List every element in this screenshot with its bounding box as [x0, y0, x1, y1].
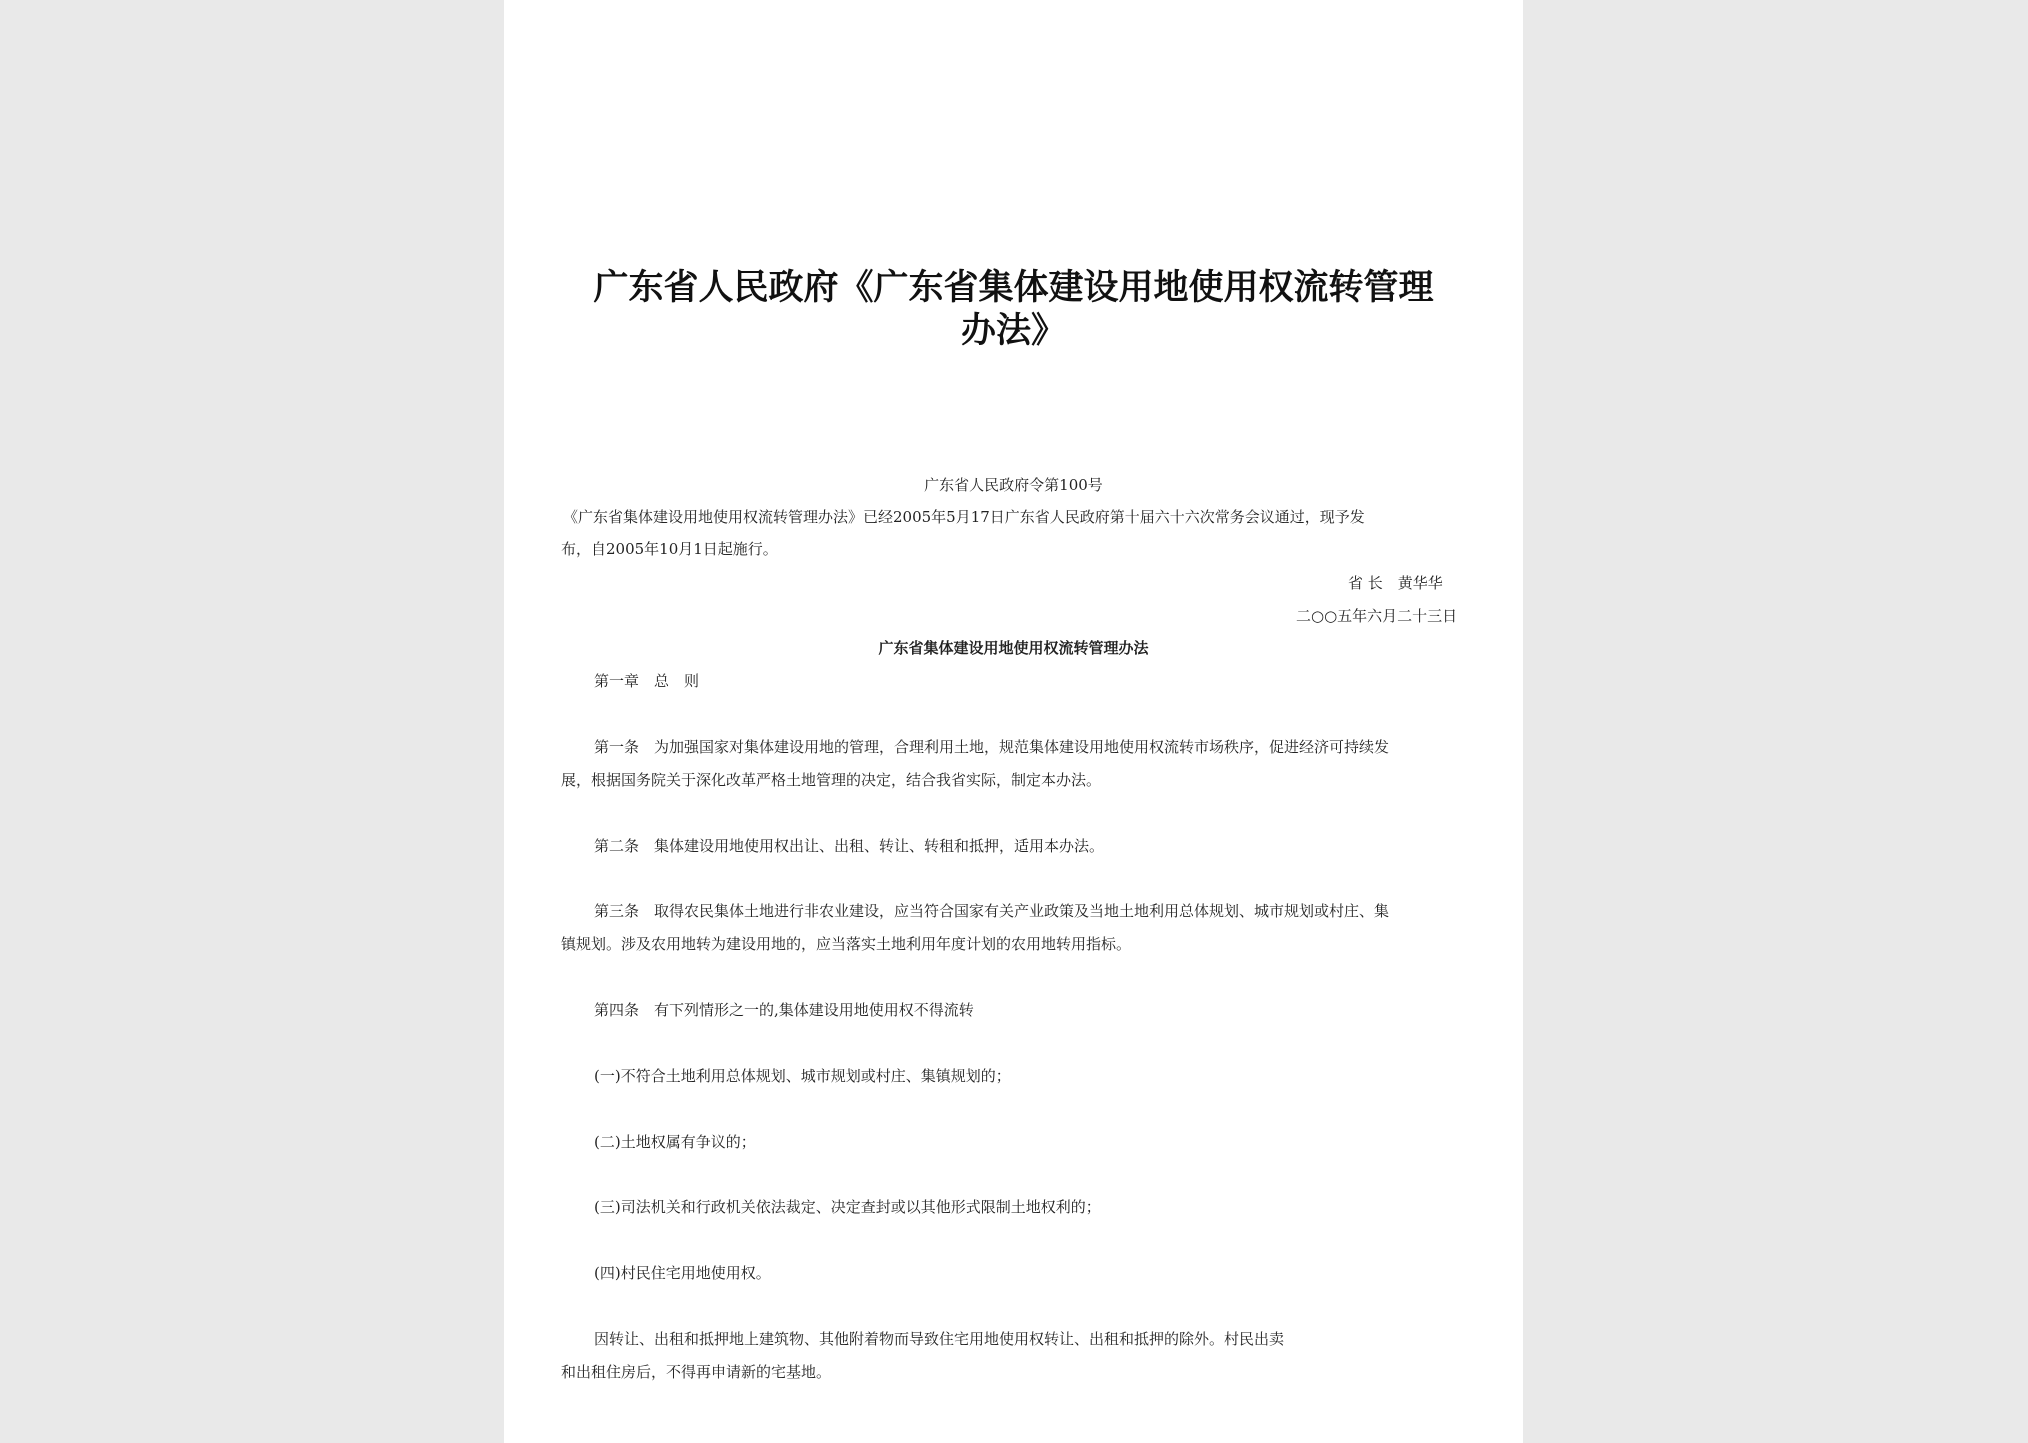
- signer: 省 长 黄华华: [1348, 574, 1443, 592]
- chapter-heading: 第一章 总 则: [594, 672, 700, 690]
- order-number: 广东省人民政府令第100号: [924, 476, 1103, 494]
- article-4-item-3: (三)司法机关和行政机关依法裁定、决定查封或以其他形式限制土地权利的；: [594, 1198, 1101, 1216]
- article-4-item-1: (一)不符合土地利用总体规划、城市规划或村庄、集镇规划的；: [594, 1067, 1011, 1085]
- issue-date: 二○○五年六月二十三日: [1296, 607, 1458, 625]
- article-3-line-2: 镇规划。涉及农用地转为建设用地的，应当落实土地利用年度计划的农用地转用指标。: [561, 935, 1132, 953]
- document-page: [504, 0, 1523, 1443]
- document-title-line-2: 办法》: [960, 311, 1066, 351]
- article-4-item-4: (四)村民住宅用地使用权。: [594, 1264, 771, 1282]
- intro-line-1: 《广东省集体建设用地使用权流转管理办法》已经2005年5月17日广东省人民政府第十届六十六次常务会议通过，现予发: [563, 508, 1365, 526]
- article-3-line-1: 第三条 取得农民集体土地进行非农业建设，应当符合国家有关产业政策及当地土地利用总体规划、城市规划或村庄、集: [594, 902, 1390, 920]
- article-4: 第四条 有下列情形之一的,集体建设用地使用权不得流转: [594, 1001, 974, 1019]
- tail-paragraph-line-1: 因转让、出租和抵押地上建筑物、其他附着物而导致住宅用地使用权转让、出租和抵押的除外。村民出卖: [594, 1330, 1285, 1348]
- article-2: 第二条 集体建设用地使用权出让、出租、转让、转租和抵押，适用本办法。: [594, 837, 1105, 855]
- article-4-item-2: (二)土地权属有争议的；: [594, 1133, 756, 1151]
- article-1-line-2: 展，根据国务院关于深化改革严格土地管理的决定，结合我省实际，制定本办法。: [561, 771, 1102, 789]
- intro-line-2: 布，自2005年10月1日起施行。: [561, 540, 778, 558]
- article-1-line-1: 第一条 为加强国家对集体建设用地的管理，合理利用土地，规范集体建设用地使用权流转市场秩序，促进经济可持续发: [594, 738, 1390, 756]
- regulation-subtitle: 广东省集体建设用地使用权流转管理办法: [878, 639, 1149, 657]
- tail-paragraph-line-2: 和出租住房后，不得再申请新的宅基地。: [561, 1363, 832, 1381]
- document-title-line-1: 广东省人民政府《广东省集体建设用地使用权流转管理: [593, 268, 1434, 308]
